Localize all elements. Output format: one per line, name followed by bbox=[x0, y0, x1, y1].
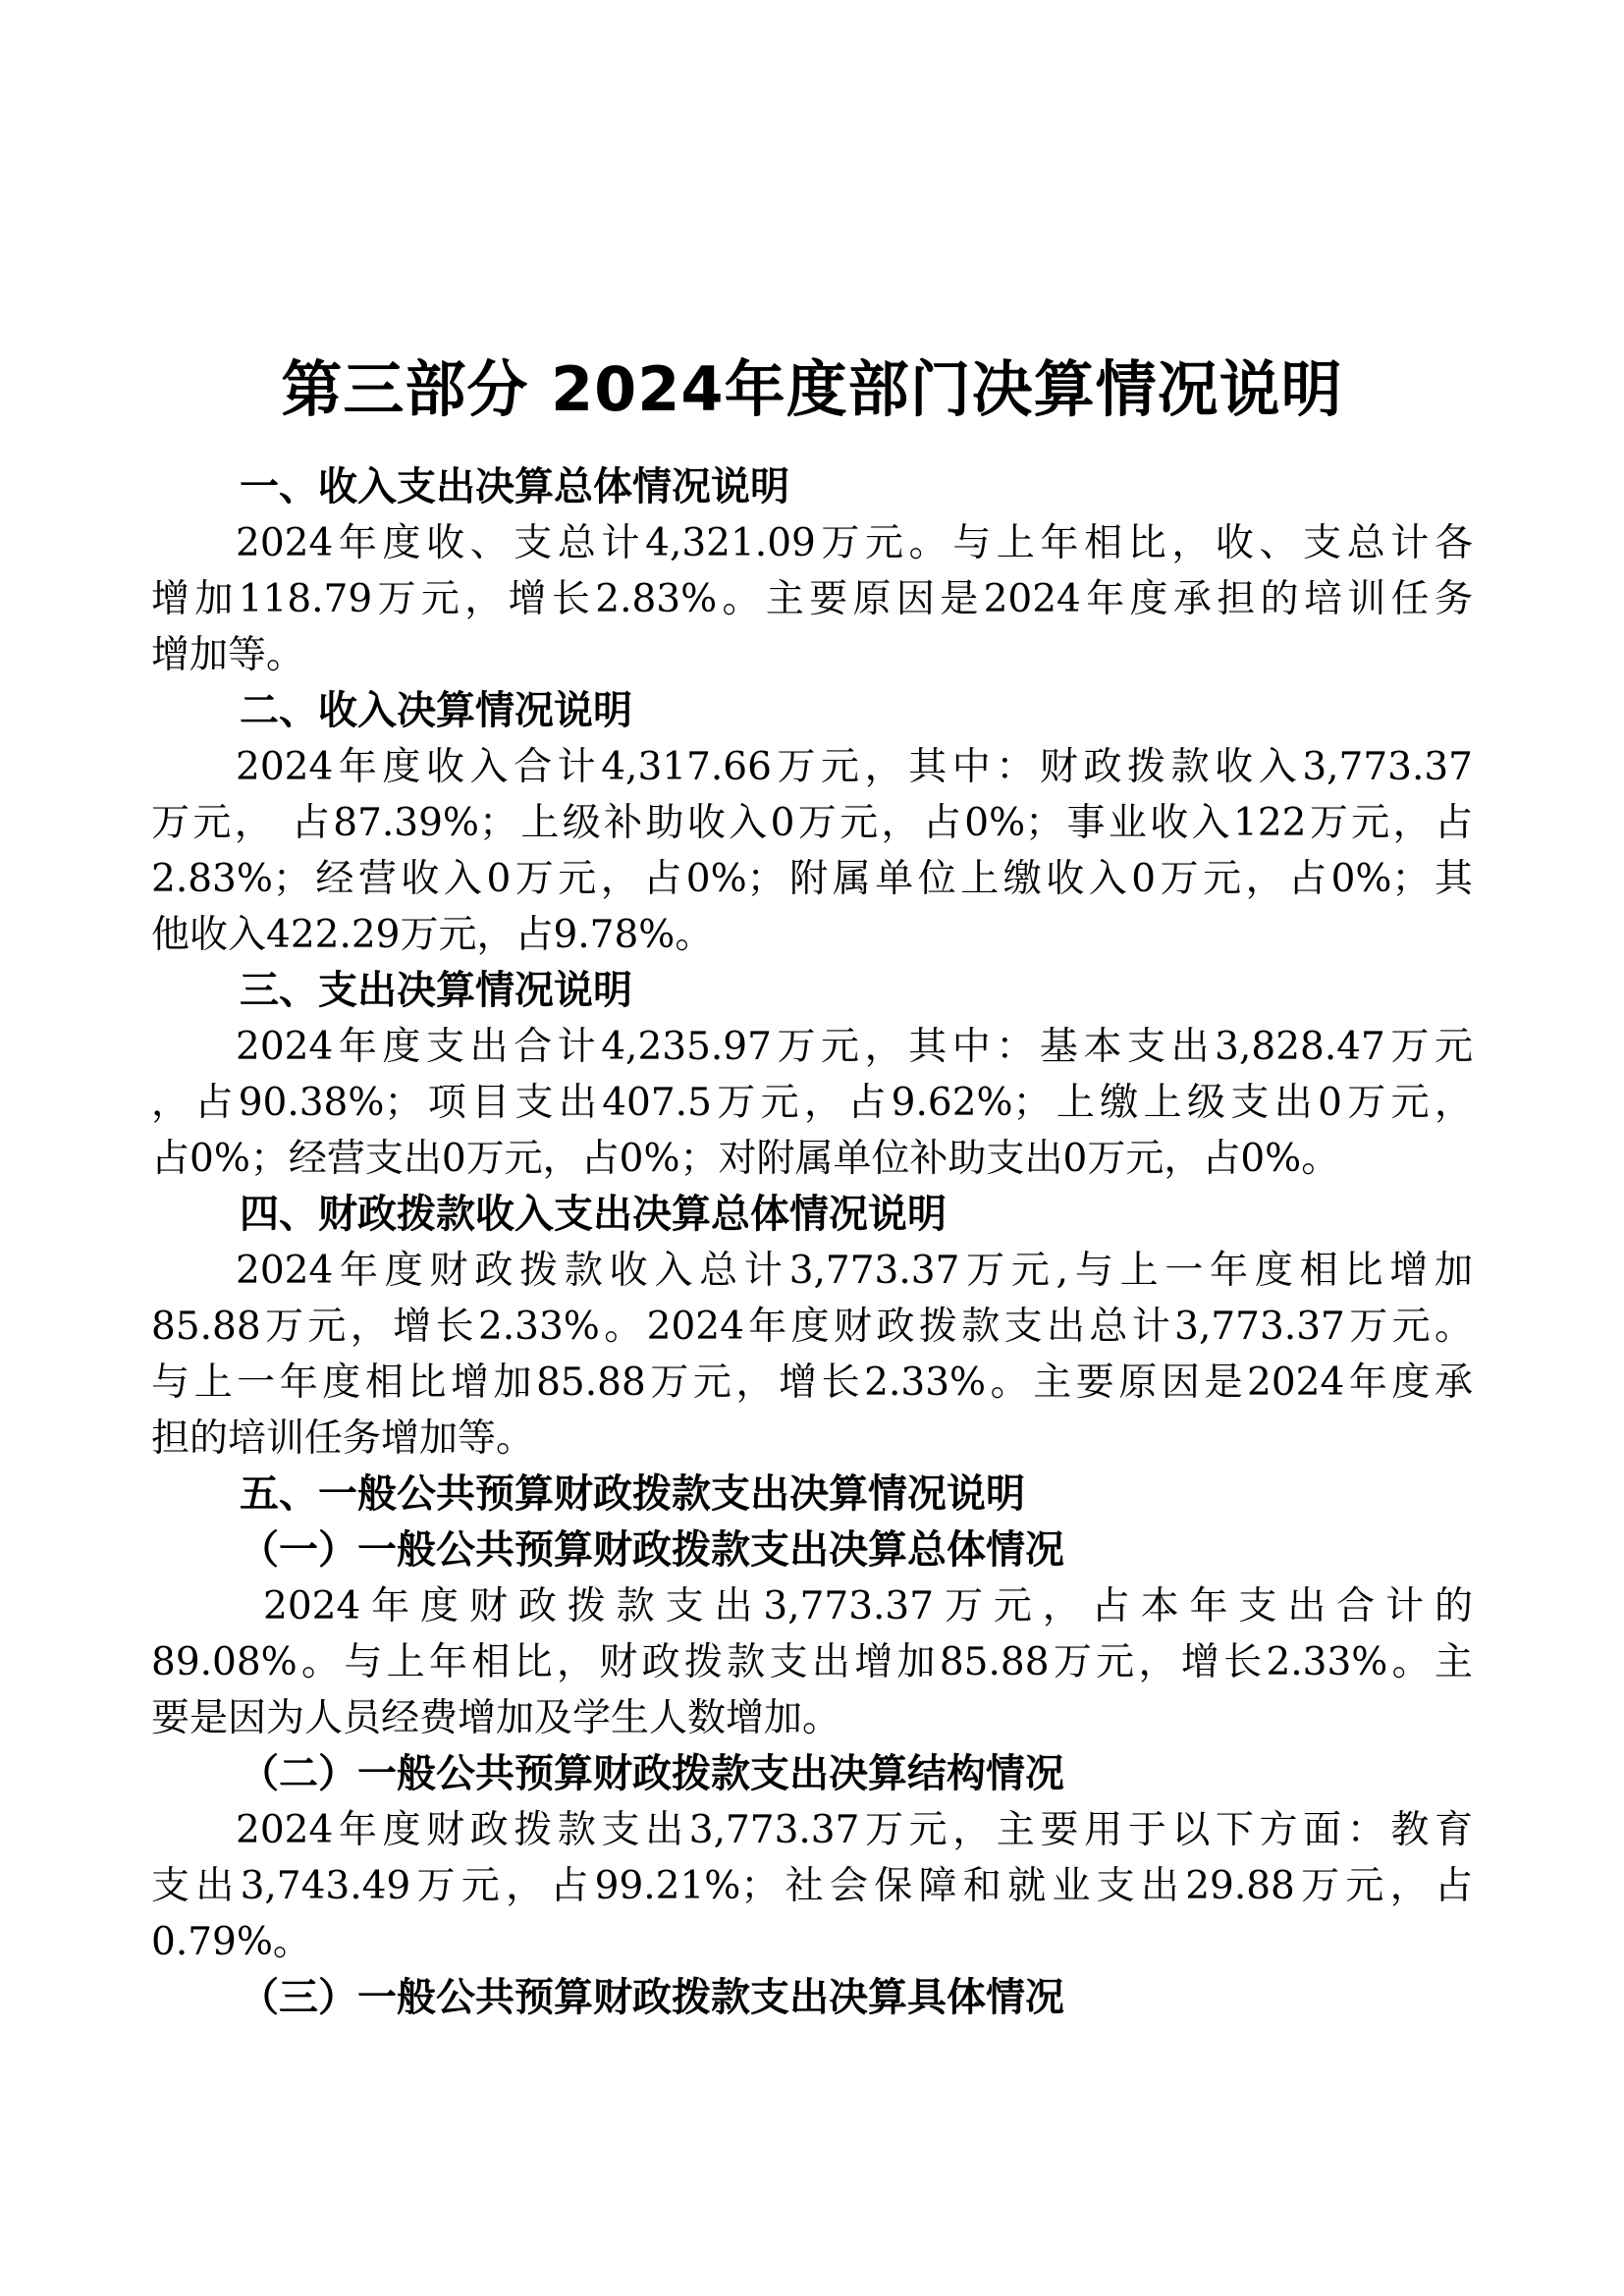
section-heading-3: 三、支出决算情况说明 bbox=[240, 968, 632, 1013]
paragraph-line: 89.08%。与上年相比，财政拨款支出增加85.88万元，增长2.33%。主 bbox=[151, 1640, 1473, 1684]
paragraph-line: 他收入422.29万元，占9.78%。 bbox=[151, 913, 714, 957]
paragraph-line: 2024年度收入合计4,317.66万元，其中：财政拨款收入3,773.37 bbox=[236, 745, 1473, 789]
paragraph-line: 2024年度财政拨款支出3,773.37万元，主要用于以下方面：教育 bbox=[236, 1808, 1473, 1852]
paragraph-line: 担的培训任务增加等。 bbox=[151, 1416, 535, 1461]
paragraph-line: 增加等。 bbox=[151, 633, 305, 677]
subsection-heading-1: （一）一般公共预算财政拨款支出决算总体情况 bbox=[240, 1527, 1064, 1573]
paragraph-line: ，占90.38%；项目支出407.5万元，占9.62%；上缴上级支出0万元， bbox=[151, 1081, 1473, 1125]
paragraph-line: 2.83%；经营收入0万元，占0%；附属单位上缴收入0万元，占0%；其 bbox=[151, 857, 1473, 901]
section-heading-4: 四、财政拨款收入支出决算总体情况说明 bbox=[240, 1192, 947, 1237]
paragraph-line: 支出3,743.49万元，占99.21%；社会保障和就业支出29.88万元，占 bbox=[151, 1864, 1473, 1908]
section-heading-2: 二、收入决算情况说明 bbox=[240, 688, 632, 733]
paragraph-line: 与上一年度相比增加85.88万元，增长2.33%。主要原因是2024年度承 bbox=[151, 1361, 1473, 1405]
paragraph-line: 增加118.79万元，增长2.83%。主要原因是2024年度承担的培训任务 bbox=[151, 577, 1473, 621]
paragraph-line: 2024年度财政拨款支出3,773.37万元，占本年支出合计的 bbox=[263, 1584, 1473, 1629]
paragraph-line: 2024年度支出合计4,235.97万元，其中：基本支出3,828.47万元 bbox=[236, 1025, 1473, 1069]
subsection-heading-3: （三）一般公共预算财政拨款支出决算具体情况 bbox=[240, 1975, 1064, 2020]
subsection-heading-2: （二）一般公共预算财政拨款支出决算结构情况 bbox=[240, 1751, 1064, 1796]
paragraph-line: 85.88万元，增长2.33%。2024年度财政拨款支出总计3,773.37万元。 bbox=[151, 1305, 1473, 1349]
section-heading-5: 五、一般公共预算财政拨款支出决算情况说明 bbox=[240, 1471, 1025, 1517]
paragraph-line: 2024年度收、支总计4,321.09万元。与上年相比，收、支总计各 bbox=[236, 521, 1473, 565]
paragraph-line: 2024年度财政拨款收入总计3,773.37万元,与上一年度相比增加 bbox=[236, 1249, 1473, 1293]
paragraph-line: 占0%；经营支出0万元，占0%；对附属单位补助支出0万元，占0%。 bbox=[151, 1137, 1340, 1181]
document-body bbox=[151, 459, 1473, 2026]
paragraph-line: 万元， 占87.39%；上级补助收入0万元，占0%；事业收入122万元，占 bbox=[151, 801, 1473, 845]
paragraph-line: 0.79%。 bbox=[151, 1920, 311, 1964]
section-heading-1: 一、收入支出决算总体情况说明 bbox=[240, 464, 789, 509]
paragraph-line: 要是因为人员经费增加及学生人数增加。 bbox=[151, 1696, 841, 1740]
page-title: 第三部分 2024年度部门决算情况说明 bbox=[281, 353, 1343, 425]
